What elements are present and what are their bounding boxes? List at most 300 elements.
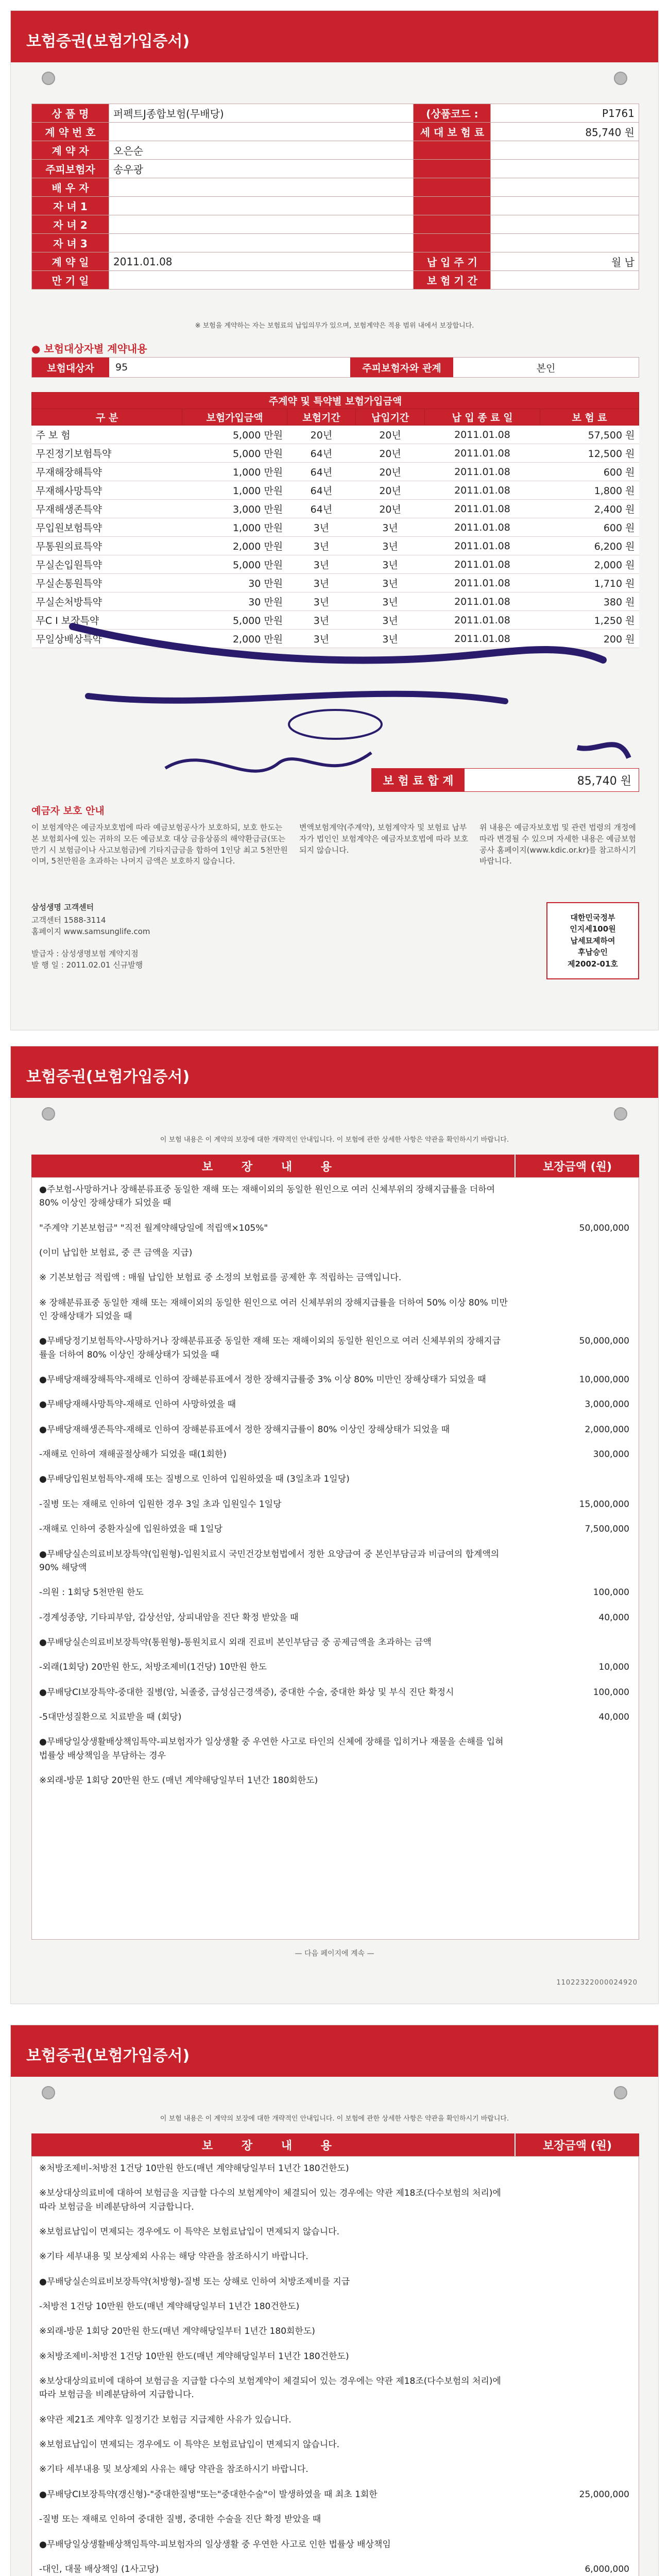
coverage-amount [515, 2225, 639, 2239]
coverage-amount: 2,000,000 [585, 1424, 629, 1435]
continued-mark: — 다음 페이지에 계속 — [295, 1950, 374, 1958]
page-header [11, 1046, 658, 1098]
coverage-text: ●무배당정기보험특약-사망하거나 장해분류표중 동일한 재해 또는 재해이외의 동일한 원인으로 여러 신체부위의 장해지급률을 더하여 80% 이상인 장해상태가 되었을 때 [39, 1336, 501, 1360]
info-value: 오은순 [109, 141, 414, 160]
table-cell: 3년 [287, 611, 356, 630]
coverage-row [32, 1611, 639, 1624]
coverage-row [32, 1334, 639, 1362]
info-label: 자 녀 2 [32, 215, 109, 234]
policy-page-1 [10, 10, 659, 1030]
premium-total-value: 85,740 원 [465, 769, 639, 791]
table-cell: 3년 [287, 555, 356, 574]
coverage-amount: 50,000,000 [579, 1223, 629, 1233]
coverage-detail-table [31, 1155, 639, 1940]
table-cell: 2,000 만원 [182, 630, 287, 648]
info-value [109, 215, 414, 234]
coverage-text: ●무배당입원보험특약-재해 또는 질병으로 인하여 입원하였을 때 (3일초과 1일당) [39, 1474, 350, 1485]
info-label: 주피보험자 [32, 160, 109, 178]
policy-page-3 [10, 2025, 659, 2576]
deposit-mid-text: 변액보험계약(주계약), 보험계약자 및 보험료 납부자가 법인인 보험계약은 예금자보호법에 따라 보호되지 않습니다. [299, 823, 469, 855]
info-label: 자 녀 3 [32, 234, 109, 252]
info-label: 계 약 자 [32, 141, 109, 160]
table-cell: 600 원 [540, 463, 639, 481]
stamp-line: 납세묘제하여 [570, 936, 615, 945]
coverage-amount: 7,500,000 [585, 1524, 629, 1535]
table-cell: 무일상배상특약 [32, 630, 182, 648]
table-row [32, 592, 639, 611]
table-cell: 64년 [287, 481, 356, 500]
table-cell: 1,250 원 [540, 611, 639, 630]
table-row [32, 630, 639, 648]
table-cell: 3년 [356, 555, 425, 574]
coverage-text: -5대만성질환으로 치료받을 때 (회당) [39, 1711, 182, 1722]
coverage-row [32, 2513, 639, 2526]
coverage-text: ※처방조제비-처방전 1건당 10만원 한도(매년 계약해당일부터 1년간 180건한도) [39, 2351, 349, 2362]
company-name: 삼성생명 고객센터 [31, 903, 94, 912]
info-row [32, 178, 639, 197]
info-sub-value [491, 160, 639, 178]
coverage-row [32, 2413, 639, 2427]
table-cell: 1,710 원 [540, 574, 639, 592]
table-cell: 3년 [287, 574, 356, 592]
premium-total-box [371, 768, 639, 792]
coverage-text: "주계약 기본보험금" "직전 월계약해당일에 적립액×105%" [39, 1223, 268, 1233]
coverage-text: ※외래-방문 1회당 20만원 한도(매년 계약해당일부터 1년간 180회한도) [39, 2326, 315, 2337]
coverage-row [32, 2325, 639, 2338]
coverage-amount [515, 1271, 639, 1284]
table-cell: 3년 [287, 537, 356, 555]
info-label: 만 기 일 [32, 271, 109, 290]
table-cell: 2011.01.08 [424, 426, 540, 444]
col-amount: 보장금액 (원) [542, 1160, 612, 1174]
table-cell: 6,200 원 [540, 537, 639, 555]
coverage-amount: 100,000 [593, 1587, 629, 1598]
table-cell: 30 만원 [182, 592, 287, 611]
punch-hole-icon [42, 1107, 55, 1121]
table-row [32, 500, 639, 518]
table-row [32, 463, 639, 481]
info-sub-label: (상품코드 : [414, 104, 491, 123]
coverage-row [32, 1586, 639, 1599]
revenue-stamp [546, 902, 639, 979]
punch-hole-icon [42, 72, 55, 85]
coverage-amount [515, 2463, 639, 2476]
coverage-text: ※ 기본보험금 적립액 : 매월 납입한 보험료 중 소정의 보험료를 공제한 후 적립하는 금액입니다. [39, 1273, 402, 1283]
table-cell: 3년 [287, 592, 356, 611]
table-row [32, 444, 639, 463]
table-cell: 5,000 만원 [182, 611, 287, 630]
coverage-row [32, 1271, 639, 1284]
coverage-amount [515, 2250, 639, 2263]
info-sub-value [491, 271, 639, 290]
insured-label: 보험대상자 [32, 358, 109, 377]
table-cell: 2,400 원 [540, 500, 639, 518]
table-cell: 3년 [356, 518, 425, 537]
coverage-text: ●주보험-사망하거나 장해분류표중 동일한 재해 또는 재해이외의 동일한 원인으로 여러 신체부위의 장해지급률을 더하여 80% 이상인 장해상태가 되었을 때 [39, 1184, 495, 1209]
punch-hole-icon [614, 2086, 627, 2099]
coverage-row [32, 1686, 639, 1699]
coverage-amount [515, 1774, 639, 1787]
coverage-row [32, 1522, 639, 1536]
coverage-text: ※보상대상의료비에 대하여 보험금을 지급할 다수의 보험계약이 체결되어 있는 경우에는 약관 제18조(다수보험의 처리)에 따라 보험금을 비례분담하여 지급합니다. [39, 2188, 501, 2212]
coverage-row [32, 2250, 639, 2263]
coverage-detail-body [31, 2156, 639, 2576]
coverage-row [32, 1472, 639, 1486]
table-cell: 20년 [356, 481, 425, 500]
table-cell: 2,000 원 [540, 555, 639, 574]
coverage-row [32, 1398, 639, 1411]
coverage-amount: 50,000,000 [579, 1336, 629, 1347]
coverage-detail-body [31, 1177, 639, 1940]
info-sub-value: 85,740 원 [491, 123, 639, 141]
column-header: 납 입 종 료 일 [424, 409, 540, 426]
coverage-text: ※약관 제21조 계약후 일정기간 보험금 지급제한 사유가 있습니다. [39, 2414, 291, 2425]
table-cell: 20년 [356, 500, 425, 518]
table-cell: 2011.01.08 [424, 500, 540, 518]
info-sub-label: 납 입 주 기 [414, 252, 491, 271]
info-row [32, 104, 639, 123]
coverage-amount [515, 2538, 639, 2551]
contact-info [31, 915, 454, 938]
contact-line: 고객센터 1588-3114 [31, 916, 106, 925]
coverage-amount [515, 2300, 639, 2313]
info-label: 자 녀 1 [32, 197, 109, 215]
coverage-row [32, 2300, 639, 2313]
coverage-row [32, 2538, 639, 2551]
coverage-text: ●무배당재해장해특약-재해로 인하여 장해분류표에서 정한 장해지급률중 3% 이상 80% 미만인 장해상태가 되었을 때 [39, 1375, 486, 1385]
info-sub-label [414, 234, 491, 252]
coverage-amount [515, 2162, 639, 2175]
info-row [32, 234, 639, 252]
stamp-line: 제2002-01호 [568, 959, 618, 969]
page-title: 보험증권(보험가입증서) [26, 1068, 190, 1086]
info-value: 2011.01.08 [109, 252, 414, 271]
info-value [109, 234, 414, 252]
table-cell: 2011.01.08 [424, 537, 540, 555]
table-cell: 1,000 만원 [182, 463, 287, 481]
coverage-amount [515, 2350, 639, 2363]
table-cell: 5,000 만원 [182, 444, 287, 463]
contact-line: 홈페이지 www.samsunglife.com [31, 926, 150, 936]
coverage-text: -경계성종양, 기타피부암, 갑상선암, 상피내암을 진단 확정 받았을 때 [39, 1612, 299, 1623]
stamp-line: 인지세100원 [570, 924, 616, 934]
info-sub-label [414, 215, 491, 234]
coverage-amount [515, 1296, 639, 1324]
page-header [11, 2025, 658, 2077]
contract-note: ※ 보험을 계약하는 자는 보험료의 납입의무가 있으며, 보험계약은 적용 범위 내에서 보장합니다. [195, 322, 474, 330]
coverage-amount [515, 1183, 639, 1210]
table-cell: 3년 [287, 518, 356, 537]
info-sub-value [491, 234, 639, 252]
table-cell: 64년 [287, 444, 356, 463]
coverage-row [32, 2488, 639, 2501]
column-header: 보 험 료 [540, 409, 639, 426]
column-header: 보험가입금액 [182, 409, 287, 426]
info-sub-value: 월 납 [491, 252, 639, 271]
info-sub-value [491, 178, 639, 197]
coverage-row [32, 2350, 639, 2363]
issue-info [31, 948, 454, 971]
coverage-row [32, 2563, 639, 2576]
coverage-amount: 6,000,000 [585, 2564, 629, 2574]
table-cell: 3년 [356, 630, 425, 648]
table-cell: 20년 [356, 426, 425, 444]
coverage-amount [515, 1472, 639, 1486]
table-cell: 2011.01.08 [424, 463, 540, 481]
coverage-text: ※기타 세부내용 및 보상제외 사유는 해당 약관을 참조하시기 바랍니다. [39, 2251, 308, 2262]
coverage-text: ●무배당실손의료비보장특약(통원형)-통원치료시 외래 진료비 본인부담금 중 공제금액을 초과하는 금액 [39, 1637, 432, 1648]
coverage-summary-table [31, 392, 639, 648]
coverage-row [32, 2187, 639, 2214]
table-cell: 2011.01.08 [424, 555, 540, 574]
info-sub-value [491, 215, 639, 234]
coverage-text: ●무배당재해생존특약-재해로 인하여 장해분류표에서 정한 장해지급률이 80% 이상인 장해상태가 되었을 때 [39, 1424, 450, 1435]
relation-label: 주피보험자와 관계 [350, 358, 453, 377]
table-cell: 무실손처방특약 [32, 592, 182, 611]
deposit-right-text: 위 내용은 예금자보호법 및 관련 법령의 개정에 따라 변경될 수 있으며 자세한 내용은 예금보험공사 홈페이지(www.kdic.or.kr)를 참고하시기 바랍니다. [479, 823, 637, 866]
table-cell: 무진정기보험특약 [32, 444, 182, 463]
coverage-text: ※보험료납입이 면제되는 경우에도 이 특약은 보험료납입이 면제되지 않습니다. [39, 2439, 339, 2450]
coverage-row [32, 1246, 639, 1260]
table-row [32, 555, 639, 574]
table-cell: 2011.01.08 [424, 518, 540, 537]
info-row [32, 215, 639, 234]
info-value [109, 271, 414, 290]
page-header [11, 11, 658, 62]
coverage-text: ●무배당일상생활배상책임특약-피보험자가 일상생활 중 우연한 사고로 타인의 신체에 장해를 입히거나 재물을 손해를 입혀 법률상 배상책임을 부담하는 경우 [39, 1737, 504, 1761]
coverage-amount [515, 2187, 639, 2214]
coverage-row [32, 1660, 639, 1674]
coverage-text: ●무배당실손의료비보장특약(입원형)-입원치료시 국민건강보험법에서 정한 요양급여 중 본인부담금과 비급여의 합계액의 90% 해당액 [39, 1549, 500, 1573]
column-header: 구 분 [32, 409, 182, 426]
table-cell: 1,800 원 [540, 481, 639, 500]
coverage-text: ●무배당재해사망특약-재해로 인하여 사망하였을 때 [39, 1399, 236, 1410]
info-sub-value [491, 197, 639, 215]
punch-holes [42, 2086, 627, 2099]
table-cell: 무C I 보장특약 [32, 611, 182, 630]
coverage-row [32, 2463, 639, 2476]
coverage-amount [515, 2275, 639, 2289]
coverage-row [32, 1548, 639, 1575]
stamp-line: 후납승인 [578, 947, 608, 957]
table-cell: 3,000 만원 [182, 500, 287, 518]
info-sub-label [414, 160, 491, 178]
column-header: 보험기간 [287, 409, 356, 426]
table-cell: 무실손입원특약 [32, 555, 182, 574]
table-cell: 무재해장해특약 [32, 463, 182, 481]
coverage-text: -재해로 인하여 중환자실에 입원하였을 때 1일당 [39, 1524, 222, 1535]
table-cell: 3년 [356, 592, 425, 611]
table-cell: 2011.01.08 [424, 481, 540, 500]
info-row [32, 197, 639, 215]
table-cell: 57,500 원 [540, 426, 639, 444]
issue-line: 발급자 : 삼성생명보험 계약지점 [31, 949, 139, 958]
coverage-text: -질병 또는 재해로 인하여 입원한 경우 3일 초과 입원일수 1일당 [39, 1499, 282, 1510]
info-value: 퍼펙트J종합보험(무배당) [109, 104, 414, 123]
table-cell: 무입원보험특약 [32, 518, 182, 537]
coverage-text: -처방전 1건당 10만원 한도(매년 계약해당일부터 1년간 180건한도) [39, 2301, 300, 2312]
insured-section-title: ● 보험대상자별 계약내용 [31, 343, 147, 355]
coverage-text: ●무배당CI보장특약(갱신형)-"중대한질병"또는"중대한수술"이 발생하였을 때 최초 1회한 [39, 2489, 378, 2500]
coverage-amount [515, 1246, 639, 1260]
table-cell: 600 원 [540, 518, 639, 537]
page-title: 보험증권(보험가입증서) [26, 2047, 190, 2065]
coverage-amount: 40,000 [598, 1711, 629, 1722]
coverage-row [32, 1498, 639, 1511]
coverage-text: ※ 장해분류표중 동일한 재해 또는 재해이외의 동일한 원인으로 여러 신체부위의 장해지급률을 더하여 50% 이상 80% 미만인 장해상태가 되었을 때 [39, 1297, 508, 1322]
info-sub-label [414, 197, 491, 215]
coverage-row [32, 1448, 639, 1461]
coverage-row [32, 1423, 639, 1436]
coverage-amount: 10,000,000 [579, 1375, 629, 1385]
table-row [32, 574, 639, 592]
info-sub-value [491, 141, 639, 160]
coverage-row [32, 2275, 639, 2289]
info-value: 송우광 [109, 160, 414, 178]
table-cell: 380 원 [540, 592, 639, 611]
coverage-text: (이미 납입한 보험료, 중 큰 금액을 지급) [39, 1248, 193, 1259]
table-cell: 3년 [356, 574, 425, 592]
punch-hole-icon [42, 2086, 55, 2099]
coverage-text: -재해로 인하여 재해골절상해가 되었을 때(1회한) [39, 1449, 227, 1460]
coverage-amount: 100,000 [593, 1687, 629, 1698]
table-cell: 무실손통원특약 [32, 574, 182, 592]
table-cell: 2011.01.08 [424, 574, 540, 592]
info-value [109, 123, 414, 141]
table-row [32, 426, 639, 444]
table-cell: 무재해생존특약 [32, 500, 182, 518]
doc-code: 11022322000024920 [556, 1979, 638, 1987]
coverage-text: ※처방조제비-처방전 1건당 10만원 한도(매년 계약해당일부터 1년간 180건한도) [39, 2163, 349, 2174]
coverage-amount: 10,000 [598, 1662, 629, 1673]
info-sub-label [414, 178, 491, 197]
info-row [32, 141, 639, 160]
coverage-amount: 300,000 [593, 1449, 629, 1460]
policy-page-2 [10, 1046, 659, 2004]
table-cell: 20년 [287, 426, 356, 444]
table-cell: 3년 [287, 630, 356, 648]
premium-total-label: 보 험 료 합 계 [372, 769, 465, 791]
table-cell: 무재해사망특약 [32, 481, 182, 500]
coverage-row [32, 2438, 639, 2451]
page-title: 보험증권(보험가입증서) [26, 32, 190, 50]
table-cell: 3년 [356, 537, 425, 555]
coverage-text: -대인, 대물 배상책임 (1사고당) [39, 2564, 159, 2574]
table-cell: 200 원 [540, 630, 639, 648]
coverage-row [32, 1222, 639, 1235]
top-notice: 이 보험 내용은 이 계약의 보장에 대한 개략적인 안내입니다. 이 보험에 관한 상세한 사항은 약관을 확인하시기 바랍니다. [160, 2115, 509, 2123]
coverage-detail-table [31, 2133, 639, 2576]
info-sub-value: P1761 [491, 104, 639, 123]
coverage-text: ●무배당일상생활배상책임특약-피보험자의 일상생활 중 우연한 사고로 인한 법률상 배상책임 [39, 2539, 391, 2550]
coverage-row [32, 1296, 639, 1324]
punch-hole-icon [614, 1107, 627, 1121]
table-cell: 20년 [356, 463, 425, 481]
coverage-amount [515, 2513, 639, 2526]
coverage-table-title: 주계약 및 특약별 보험가입금액 [32, 393, 639, 409]
info-row [32, 271, 639, 290]
coverage-amount: 15,000,000 [579, 1499, 629, 1510]
table-row [32, 611, 639, 630]
table-cell: 주 보 험 [32, 426, 182, 444]
relation-value: 본인 [453, 358, 639, 377]
col-amount: 보장금액 (원) [542, 2139, 612, 2153]
coverage-text: ●무배당CI보장특약-중대한 질병(암, 뇌졸중, 급성심근경색증), 중대한 수술, 중대한 화상 및 부식 진단 확정시 [39, 1687, 454, 1698]
punch-holes [42, 1107, 627, 1121]
coverage-text: -의원 : 1회당 5천만원 한도 [39, 1587, 144, 1598]
coverage-row [32, 1735, 639, 1762]
coverage-amount: 25,000,000 [579, 2489, 629, 2500]
coverage-detail-header [31, 2133, 639, 2156]
table-cell: 2011.01.08 [424, 630, 540, 648]
table-cell: 2011.01.08 [424, 444, 540, 463]
table-row [32, 518, 639, 537]
info-row [32, 160, 639, 178]
table-cell: 30 만원 [182, 574, 287, 592]
table-cell: 무통원의료특약 [32, 537, 182, 555]
info-row [32, 252, 639, 271]
issue-line: 발 행 일 : 2011.02.01 신규발행 [31, 960, 143, 970]
column-header: 납입기간 [356, 409, 425, 426]
contract-info-table [31, 104, 639, 290]
coverage-row [32, 1183, 639, 1210]
deposit-text: 이 보험계약은 예금자보호법에 따라 예금보험공사가 보호하되, 보호 한도는 본 보험회사에 있는 귀하의 모든 예금보호 대상 금융상품의 해약환급금(또는 만기 시 보험금이나 사고보험금)에 기타지급금을 합하여 1인당 최고 5천만원이며, 5천만원을 초과하는 나머지 금액은 보호하지 않습니다. [31, 823, 288, 866]
table-cell: 1,000 만원 [182, 518, 287, 537]
insured-value: 95 [109, 358, 350, 377]
info-sub-label: 보 험 기 간 [414, 271, 491, 290]
coverage-amount: 3,000,000 [585, 1399, 629, 1410]
table-cell: 64년 [287, 463, 356, 481]
coverage-text: ※기타 세부내용 및 보상제외 사유는 해당 약관을 참조하시기 바랍니다. [39, 2464, 308, 2475]
table-cell: 2,000 만원 [182, 537, 287, 555]
info-sub-label [414, 141, 491, 160]
coverage-amount [515, 1735, 639, 1762]
coverage-amount [515, 2413, 639, 2427]
table-cell: 5,000 만원 [182, 555, 287, 574]
info-label: 계 약 번 호 [32, 123, 109, 141]
table-cell: 12,500 원 [540, 444, 639, 463]
coverage-amount [515, 1636, 639, 1649]
info-sub-label: 세 대 보 험 료 [414, 123, 491, 141]
coverage-row [32, 1774, 639, 1787]
coverage-amount [515, 2438, 639, 2451]
table-cell: 2011.01.08 [424, 592, 540, 611]
info-row [32, 123, 639, 141]
table-cell: 3년 [356, 611, 425, 630]
punch-holes [42, 72, 627, 85]
col-coverage: 보 장 내 용 [31, 1155, 516, 1177]
coverage-text: -질병 또는 재해로 인하여 중대한 질병, 중대한 수술을 진단 확정 받았을 때 [39, 2514, 321, 2525]
insured-bar [31, 357, 639, 378]
coverage-row [32, 2225, 639, 2239]
coverage-row [32, 2375, 639, 2402]
table-row [32, 537, 639, 555]
coverage-amount: 40,000 [598, 1612, 629, 1623]
table-cell: 5,000 만원 [182, 426, 287, 444]
top-notice: 이 보험 내용은 이 계약의 보장에 대한 개략적인 안내입니다. 이 보험에 관한 상세한 사항은 약관을 확인하시기 바랍니다. [160, 1136, 509, 1144]
coverage-detail-header [31, 1155, 639, 1177]
info-value [109, 178, 414, 197]
coverage-row [32, 2162, 639, 2175]
coverage-row [32, 1710, 639, 1724]
coverage-row [32, 1636, 639, 1649]
coverage-text: ※외래-방문 1회당 20만원 한도 (매년 계약해당일부터 1년간 180회한도) [39, 1775, 318, 1786]
table-cell: 1,000 만원 [182, 481, 287, 500]
info-value [109, 197, 414, 215]
coverage-row [32, 1373, 639, 1386]
col-coverage: 보 장 내 용 [31, 2133, 516, 2156]
coverage-amount [515, 1548, 639, 1575]
